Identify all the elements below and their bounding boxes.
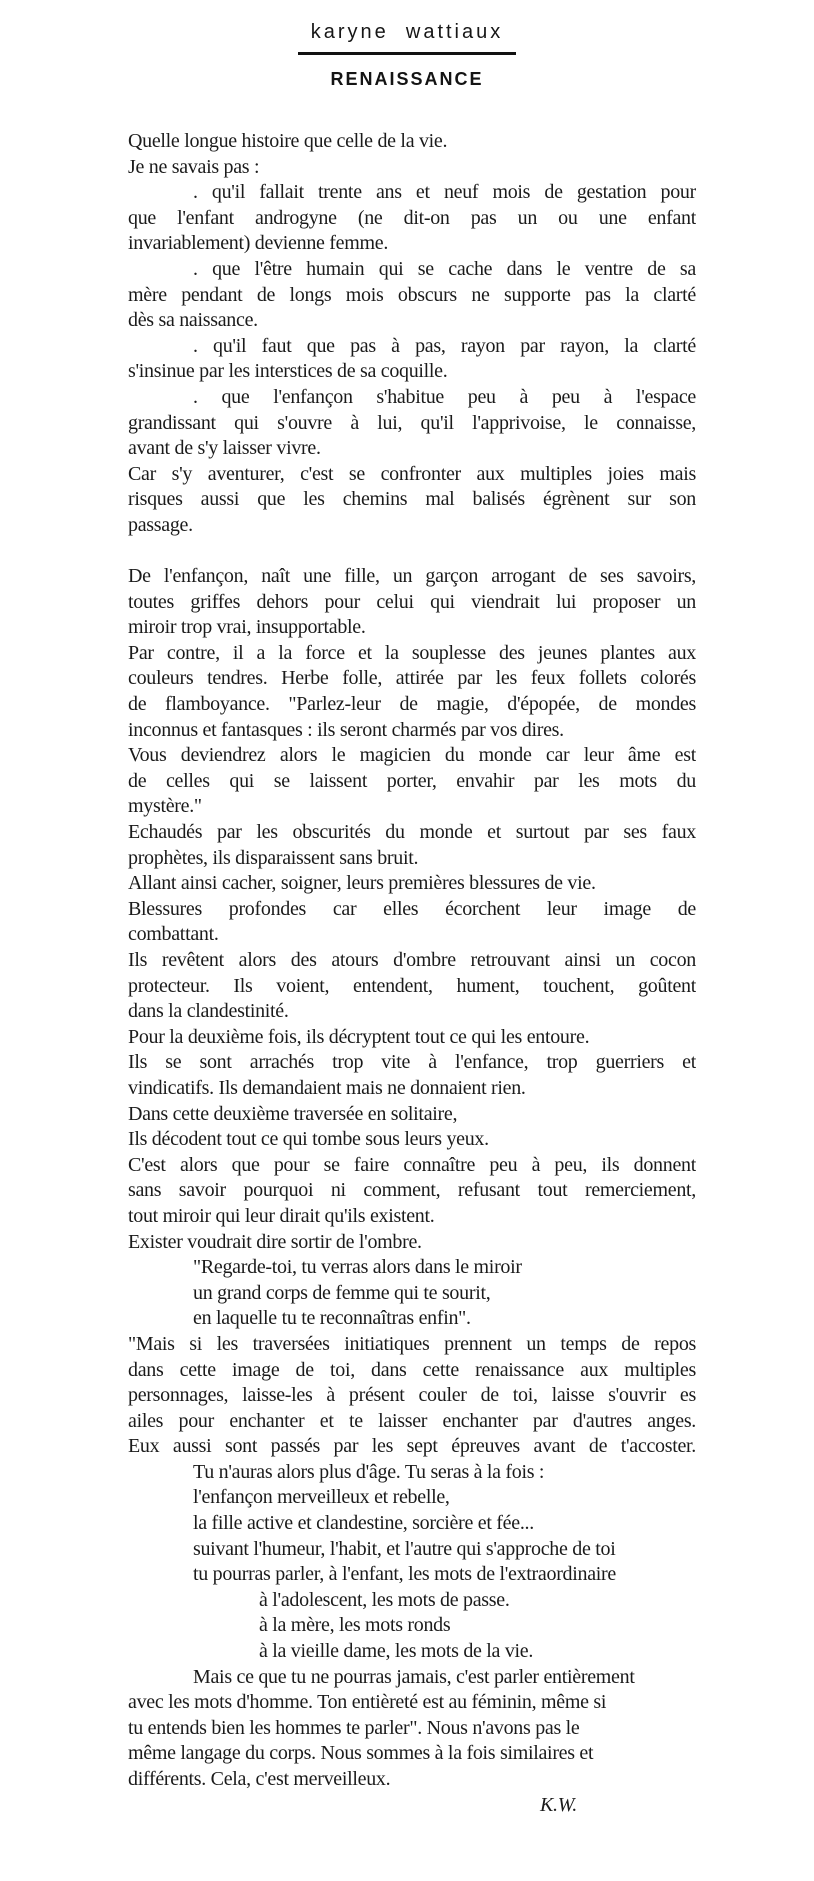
page-header bbox=[0, 0, 814, 55]
poem-line: Quelle longue histoire que celle de la vie. bbox=[128, 130, 448, 152]
poem-line: dans la clandestinité. bbox=[128, 1000, 289, 1023]
poem-line: que l'enfant androgyne (ne dit-on pas un ou une enfant bbox=[128, 206, 696, 229]
poem-line: grandissant qui s'ouvre à lui, qu'il l'apprivoise, le connaisse, bbox=[128, 411, 696, 434]
poem-line: de flamboyance. "Parlez-leur de magie, d'épopée, de mondes bbox=[128, 693, 696, 716]
poem-line: "Regarde-toi, tu verras alors dans le miroir bbox=[193, 1256, 522, 1279]
poem-line: Echaudés par les obscurités du monde et surtout par ses faux bbox=[128, 821, 696, 844]
poem-line: De l'enfançon, naît une fille, un garçon arrogant de ses savoirs, bbox=[128, 565, 696, 588]
poem-line: dans cette image de toi, dans cette renaissance aux multiples bbox=[128, 1358, 696, 1381]
poem-line: s'insinue par les interstices de sa coquille. bbox=[128, 360, 448, 383]
poem-line: Ils décodent tout ce qui tombe sous leurs yeux. bbox=[128, 1128, 489, 1151]
poem-line: Dans cette deuxième traversée en solitaire, bbox=[128, 1102, 458, 1125]
poem-line: tu pourras parler, à l'enfant, les mots de l'extraordinaire bbox=[193, 1563, 616, 1586]
poem-line: en laquelle tu te reconnaîtras enfin". bbox=[193, 1307, 471, 1330]
poem-line: Allant ainsi cacher, soigner, leurs premières blessures de vie. bbox=[128, 872, 596, 895]
poem-line: invariablement) devienne femme. bbox=[128, 232, 389, 255]
poem-line: Car s'y aventurer, c'est se confronter aux multiples joies mais bbox=[128, 462, 696, 485]
poem-line: sans savoir pourquoi ni comment, refusant tout remerciement, bbox=[128, 1179, 696, 1202]
poem-line: inconnus et fantasques : ils seront charmés par vos dires. bbox=[128, 718, 564, 741]
poem-line: . que l'être humain qui se cache dans le ventre de sa bbox=[193, 257, 696, 280]
poem-line: Eux aussi sont passés par les sept épreuves avant de t'accoster. bbox=[128, 1435, 696, 1458]
poem-line: Mais ce que tu ne pourras jamais, c'est parler entièrement bbox=[193, 1665, 635, 1688]
poem-line: mystère." bbox=[128, 795, 202, 818]
poem-line: de celles qui se laissent porter, envahir par les mots du bbox=[128, 769, 696, 792]
poem-line: mère pendant de longs mois obscurs ne supporte pas la clarté bbox=[128, 283, 696, 306]
poem-line: Tu n'auras alors plus d'âge. Tu seras à la fois : bbox=[193, 1460, 545, 1483]
poem-line: tu entends bien les hommes te parler". Nous n'avons pas le bbox=[128, 1716, 580, 1739]
poem-line: Vous deviendrez alors le magicien du monde car leur âme est bbox=[128, 744, 696, 767]
poem-title: RENAISSANCE bbox=[330, 69, 484, 89]
poem-line: "Mais si les traversées initiatiques prennent un temps de repos bbox=[128, 1332, 696, 1355]
poem-line: vindicatifs. Ils demandaient mais ne donnaient rien. bbox=[128, 1076, 526, 1099]
poem-line: Par contre, il a la force et la souplesse des jeunes plantes aux bbox=[128, 641, 696, 664]
poem-line: avant de s'y laisser vivre. bbox=[128, 437, 321, 460]
poem-line: à la vieille dame, les mots de la vie. bbox=[259, 1640, 534, 1663]
blank-line bbox=[128, 539, 696, 565]
poem-line: personnages, laisse-les à présent couler de toi, laisse s'ouvrir es bbox=[128, 1384, 696, 1407]
poem-line: dès sa naissance. bbox=[128, 309, 258, 332]
poem-line: prophètes, ils disparaissent sans bruit. bbox=[128, 846, 419, 869]
poem-line: ailes pour enchanter et te laisser enchanter par d'autres anges. bbox=[128, 1409, 696, 1432]
poem-line: un grand corps de femme qui te sourit, bbox=[193, 1281, 491, 1304]
poem-line: . que l'enfançon s'habitue peu à peu à l'espace bbox=[193, 385, 696, 408]
poem-line: Exister voudrait dire sortir de l'ombre. bbox=[128, 1230, 422, 1253]
poem-line: même langage du corps. Nous sommes à la fois similaires et bbox=[128, 1742, 594, 1765]
poem-body bbox=[128, 129, 696, 1793]
poem-line: Ils revêtent alors des atours d'ombre retrouvant ainsi un cocon bbox=[128, 949, 696, 971]
poem-line: la fille active et clandestine, sorcière et fée... bbox=[193, 1512, 534, 1535]
poem-line: C'est alors que pour se faire connaître peu à peu, ils donnent bbox=[128, 1153, 696, 1176]
poem-line: suivant l'humeur, l'habit, et l'autre qui s'approche de toi bbox=[193, 1537, 616, 1560]
poem-line: avec les mots d'homme. Ton entièreté est au féminin, même si bbox=[128, 1691, 607, 1714]
poem-line: l'enfançon merveilleux et rebelle, bbox=[193, 1486, 450, 1509]
poem-line: Je ne savais pas : bbox=[128, 155, 260, 178]
poem-line: risques aussi que les chemins mal balisés égrènent sur son bbox=[128, 488, 696, 511]
poem-line: combattant. bbox=[128, 923, 219, 946]
poem-line: Pour la deuxième fois, ils décryptent tout ce qui les entoure. bbox=[128, 1025, 590, 1048]
poem-line: . qu'il fallait trente ans et neuf mois de gestation pour bbox=[193, 181, 696, 204]
poem-line: Ils se sont arrachés trop vite à l'enfance, trop guerriers et bbox=[128, 1051, 696, 1074]
poem-line: Blessures profondes car elles écorchent leur image de bbox=[128, 897, 696, 920]
poem-line: passage. bbox=[128, 513, 193, 536]
poem-line: à l'adolescent, les mots de passe. bbox=[259, 1588, 510, 1611]
poem-line: miroir trop vrai, insupportable. bbox=[128, 616, 366, 639]
poem-line: à la mère, les mots ronds bbox=[259, 1614, 451, 1637]
poem-line: protecteur. Ils voient, entendent, hument, touchent, goûtent bbox=[128, 974, 696, 997]
poem-line: toutes griffes dehors pour celui qui viendrait lui proposer un bbox=[128, 590, 696, 613]
author-initials: K.W. bbox=[540, 1793, 577, 1816]
poem-line: tout miroir qui leur dirait qu'ils existent. bbox=[128, 1204, 435, 1227]
author-name: karyne wattiaux bbox=[298, 21, 517, 55]
poem-line: couleurs tendres. Herbe folle, attirée par les feux follets colorés bbox=[128, 667, 696, 690]
poem-line: . qu'il faut que pas à pas, rayon par rayon, la clarté bbox=[193, 334, 696, 357]
poem-line: différents. Cela, c'est merveilleux. bbox=[128, 1768, 391, 1790]
